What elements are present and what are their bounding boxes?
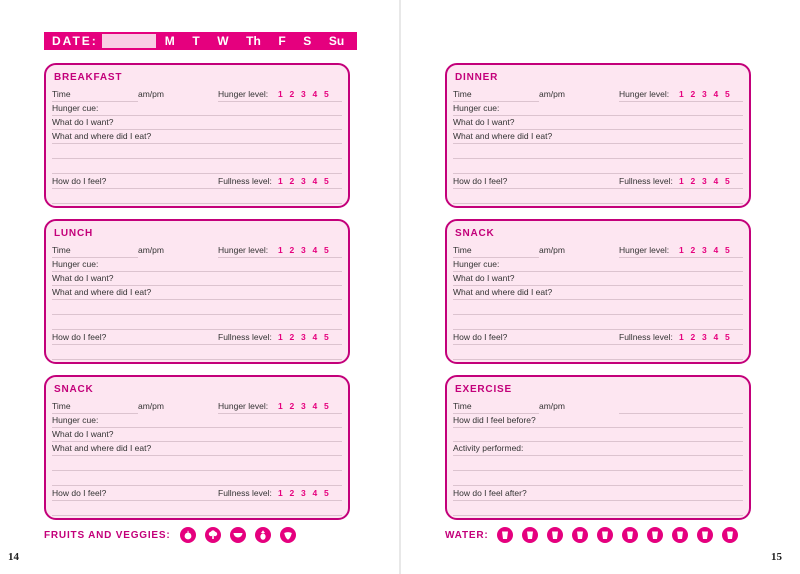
pineapple-icon[interactable] xyxy=(255,527,271,543)
blank-line[interactable] xyxy=(453,501,743,516)
hunger-cue-line[interactable]: Hunger cue: xyxy=(52,101,342,116)
snack-right-card xyxy=(445,219,751,364)
feel-line[interactable]: How do I feel? Fullness level: 1 2 3 4 5 xyxy=(52,486,342,501)
cup-icon[interactable] xyxy=(522,527,538,543)
blank-line[interactable] xyxy=(52,300,342,315)
day-tuesday[interactable]: T xyxy=(192,34,200,48)
day-friday[interactable]: F xyxy=(278,34,286,48)
blank-line[interactable] xyxy=(453,159,743,174)
watermelon-icon[interactable] xyxy=(230,527,246,543)
blank-line[interactable] xyxy=(52,144,342,159)
feel-before-line[interactable]: How did I feel before? xyxy=(453,413,743,428)
hunger-cue-line[interactable]: Hunger cue: xyxy=(453,101,743,116)
snack-left-card xyxy=(44,375,350,520)
fullness-scale[interactable]: 1 2 3 4 5 xyxy=(278,488,331,498)
page-spine xyxy=(399,0,401,574)
date-label: DATE: xyxy=(52,34,98,48)
date-bar xyxy=(44,32,357,50)
what-where-line[interactable]: What and where did I eat? xyxy=(453,129,743,144)
cup-icon[interactable] xyxy=(622,527,638,543)
blank-line[interactable] xyxy=(453,300,743,315)
what-want-line[interactable]: What do I want? xyxy=(453,115,743,130)
feel-line[interactable]: How do I feel? Fullness level: 1 2 3 4 5 xyxy=(52,330,342,345)
page-number-right: 15 xyxy=(771,551,782,563)
time-line[interactable]: Time am/pm Hunger level: 1 2 3 4 5 xyxy=(453,87,743,102)
card-title: DINNER xyxy=(455,72,499,83)
what-where-line[interactable]: What and where did I eat? xyxy=(52,441,342,456)
blank-line[interactable] xyxy=(453,345,743,360)
card-title: EXERCISE xyxy=(455,384,512,395)
feel-line[interactable]: How do I feel? Fullness level: 1 2 3 4 5 xyxy=(453,330,743,345)
blank-line[interactable] xyxy=(453,471,743,486)
blank-line[interactable] xyxy=(52,501,342,516)
blank-line[interactable] xyxy=(52,471,342,486)
blank-line[interactable] xyxy=(52,159,342,174)
blank-line[interactable] xyxy=(453,427,743,442)
cup-icon[interactable] xyxy=(722,527,738,543)
blank-line[interactable] xyxy=(52,315,342,330)
what-where-line[interactable]: What and where did I eat? xyxy=(52,129,342,144)
time-line[interactable]: Time am/pm xyxy=(453,399,743,414)
hunger-cue-line[interactable]: Hunger cue: xyxy=(52,257,342,272)
what-want-line[interactable]: What do I want? xyxy=(453,271,743,286)
card-title: SNACK xyxy=(54,384,94,395)
what-where-line[interactable]: What and where did I eat? xyxy=(52,285,342,300)
hunger-scale[interactable]: 1 2 3 4 5 xyxy=(679,89,732,99)
cup-icon[interactable] xyxy=(572,527,588,543)
cup-icon[interactable] xyxy=(672,527,688,543)
blank-line[interactable] xyxy=(453,189,743,204)
day-monday[interactable]: M xyxy=(164,34,175,48)
fullness-scale[interactable]: 1 2 3 4 5 xyxy=(278,176,331,186)
what-where-line[interactable]: What and where did I eat? xyxy=(453,285,743,300)
day-saturday[interactable]: S xyxy=(303,34,312,48)
day-wednesday[interactable]: W xyxy=(217,34,229,48)
blank-line[interactable] xyxy=(52,456,342,471)
blank-line[interactable] xyxy=(453,144,743,159)
time-line[interactable]: Time am/pm Hunger level: 1 2 3 4 5 xyxy=(52,243,342,258)
dinner-card xyxy=(445,63,751,208)
day-sunday[interactable]: Su xyxy=(328,34,345,48)
fullness-scale[interactable]: 1 2 3 4 5 xyxy=(679,176,732,186)
cup-icon[interactable] xyxy=(597,527,613,543)
blank-line[interactable] xyxy=(52,189,342,204)
cup-icon[interactable] xyxy=(547,527,563,543)
fullness-scale[interactable]: 1 2 3 4 5 xyxy=(679,332,732,342)
card-title: SNACK xyxy=(455,228,495,239)
time-line[interactable]: Time am/pm Hunger level: 1 2 3 4 5 xyxy=(453,243,743,258)
feel-line[interactable]: How do I feel? Fullness level: 1 2 3 4 5 xyxy=(52,174,342,189)
card-title: LUNCH xyxy=(54,228,93,239)
feel-line[interactable]: How do I feel? Fullness level: 1 2 3 4 5 xyxy=(453,174,743,189)
feel-after-line[interactable]: How do I feel after? xyxy=(453,486,743,501)
lunch-card xyxy=(44,219,350,364)
strawberry-icon[interactable] xyxy=(280,527,296,543)
blank-line[interactable] xyxy=(453,315,743,330)
day-thursday[interactable]: Th xyxy=(246,34,261,48)
hunger-scale[interactable]: 1 2 3 4 5 xyxy=(679,245,732,255)
hunger-scale[interactable]: 1 2 3 4 5 xyxy=(278,245,331,255)
what-want-line[interactable]: What do I want? xyxy=(52,427,342,442)
exercise-card xyxy=(445,375,751,520)
hunger-cue-line[interactable]: Hunger cue: xyxy=(52,413,342,428)
water-label: WATER: xyxy=(445,529,489,541)
card-title: BREAKFAST xyxy=(54,72,123,83)
water-tracker xyxy=(445,527,738,543)
cup-icon[interactable] xyxy=(697,527,713,543)
hunger-scale[interactable]: 1 2 3 4 5 xyxy=(278,89,331,99)
hunger-scale[interactable]: 1 2 3 4 5 xyxy=(278,401,331,411)
hunger-cue-line[interactable]: Hunger cue: xyxy=(453,257,743,272)
fruits-label: FRUITS AND VEGGIES: xyxy=(44,529,171,541)
time-line[interactable]: Time am/pm Hunger level: 1 2 3 4 5 xyxy=(52,87,342,102)
broccoli-icon[interactable] xyxy=(205,527,221,543)
what-want-line[interactable]: What do I want? xyxy=(52,115,342,130)
blank-line[interactable] xyxy=(52,345,342,360)
weekday-selector xyxy=(156,34,357,48)
fullness-scale[interactable]: 1 2 3 4 5 xyxy=(278,332,331,342)
activity-line[interactable]: Activity performed: xyxy=(453,441,743,456)
time-line[interactable]: Time am/pm Hunger level: 1 2 3 4 5 xyxy=(52,399,342,414)
what-want-line[interactable]: What do I want? xyxy=(52,271,342,286)
apple-icon[interactable] xyxy=(180,527,196,543)
fruits-veggies-tracker xyxy=(44,527,296,543)
page-number-left: 14 xyxy=(8,551,19,563)
breakfast-card xyxy=(44,63,350,208)
date-input[interactable] xyxy=(102,34,156,48)
cup-icon[interactable] xyxy=(647,527,663,543)
blank-line[interactable] xyxy=(453,456,743,471)
cup-icon[interactable] xyxy=(497,527,513,543)
